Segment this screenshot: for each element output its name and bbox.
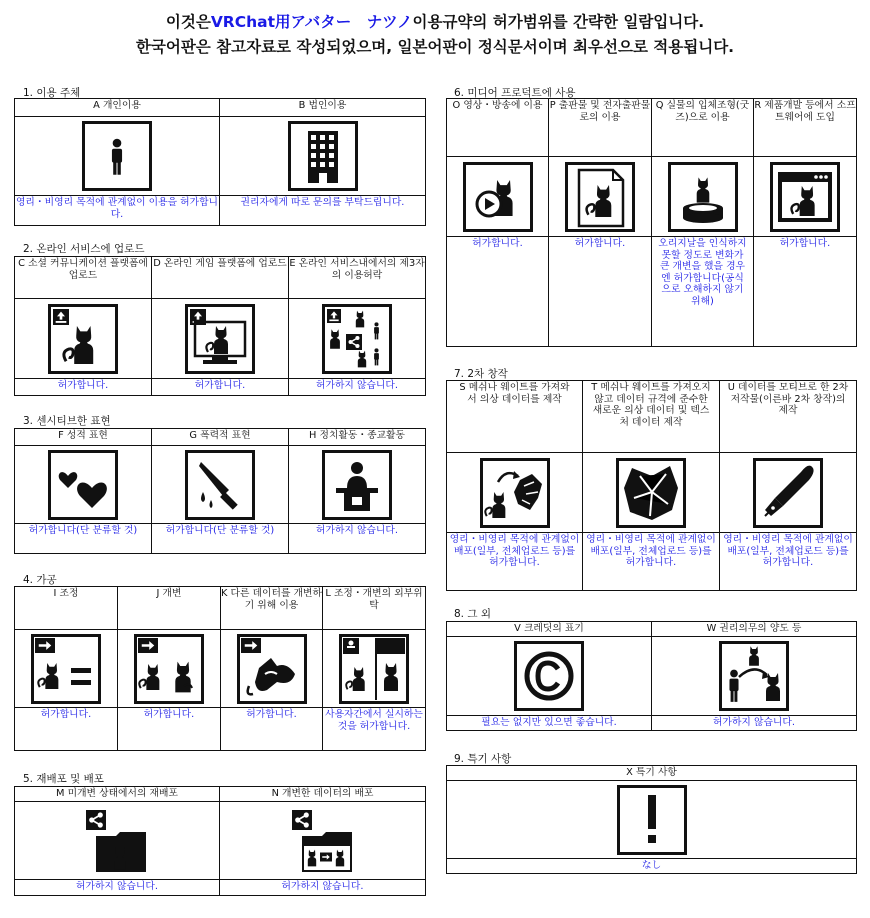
section-9-table (446, 765, 857, 874)
cell-result-q: 오리지날을 인식하지 못할 정도로 변화가 큰 개변을 했을 경우엔 허가합니다(공식으로 오해하지 않기 위해) (652, 237, 754, 347)
cell-result-g: 허가합니다(단 분류할 것) (152, 524, 289, 554)
cell-label-b: B 법인이용 (220, 99, 426, 117)
cell-label-g: G 폭력적 표현 (152, 429, 289, 446)
cell-result-x: なし (447, 859, 857, 874)
page-title-line2: 한국어판은 참고자료로 작성되었으며, 일본어판이 정식문서이며 최우선으로 적용됩니다. (135, 38, 735, 56)
publication-icon (549, 157, 652, 237)
section-5-table (14, 786, 426, 896)
new-clothes-icon (583, 453, 720, 533)
cell-label-v: V 크레딧의 표기 (447, 622, 652, 637)
section-8-table (446, 621, 857, 731)
section-title-9: 9. 특기 사항 (454, 753, 512, 765)
cell-result-j: 허가합니다. (118, 708, 221, 751)
figure-goods-icon (652, 157, 754, 237)
section-1-table (14, 98, 426, 226)
cell-result-e: 허가하지 않습니다. (289, 379, 426, 396)
cell-label-s: S 메쉬나 웨이트를 가져와서 의상 데이터를 제작 (447, 381, 583, 453)
section-7-table (446, 380, 857, 591)
outsource-icon (323, 630, 426, 708)
cell-label-p: P 출판물 및 전자출판물로의 이용 (549, 99, 652, 157)
cell-label-c: C 소셜 커뮤니케이션 플랫폼에 업로드 (15, 257, 152, 299)
section-title-2: 2. 온라인 서비스에 업로드 (23, 243, 145, 255)
mesh-to-clothes-icon (447, 453, 583, 533)
cell-result-s: 영리・비영리 목적에 관계없이 배포(일부, 전체업로드 등)를 허가합니다. (447, 533, 583, 591)
page-title-line1: 이것은VRChat用アバター ナツノ이용규약의 허가범위를 간략한 일람입니다. (165, 13, 705, 31)
distribute-modified-icon (220, 802, 426, 880)
section-3-table (14, 428, 426, 554)
section-6-table (446, 98, 857, 347)
cell-result-p: 허가합니다. (549, 237, 652, 347)
cell-label-l: L 조정・개변의 외부위탁 (323, 587, 426, 630)
cell-label-i: I 조정 (15, 587, 118, 630)
cell-result-a: 영리・비영리 목적에 관계없이 이용을 허가합니다. (15, 196, 220, 226)
share-third-party-icon (289, 299, 426, 379)
cell-result-d: 허가합니다. (152, 379, 289, 396)
cell-result-v: 필요는 없지만 있으면 좋습니다. (447, 716, 652, 731)
cell-label-k: K 다른 데이터를 개변하기 위해 이용 (221, 587, 323, 630)
cell-label-r: R 제품개발 등에서 소프트웨어에 도입 (754, 99, 857, 157)
video-icon (447, 157, 549, 237)
cell-result-f: 허가합니다(단 분류할 것) (15, 524, 152, 554)
section-title-5: 5. 재배포 및 배포 (23, 773, 104, 785)
cell-result-b: 권리자에게 따로 문의를 부탁드립니다. (220, 196, 426, 226)
cell-result-u: 영리・비영리 목적에 관계없이 배포(일부, 전체업로드 등)를 허가합니다. (720, 533, 857, 591)
cell-result-i: 허가합니다. (15, 708, 118, 751)
cell-result-w: 허가하지 않습니다. (652, 716, 857, 731)
person-icon (15, 117, 220, 196)
section-title-1: 1. 이용 주체 (23, 87, 81, 99)
cell-label-f: F 성적 표현 (15, 429, 152, 446)
transfer-rights-icon (652, 637, 857, 716)
cell-result-r: 허가합니다. (754, 237, 857, 347)
cell-label-e: E 온라인 서비스내에서의 제3자의 이용허락 (289, 257, 426, 299)
section-title-4: 4. 가공 (23, 574, 57, 586)
cell-result-o: 허가합니다. (447, 237, 549, 347)
software-window-icon (754, 157, 857, 237)
cell-label-u: U 데이터를 모티브로 한 2차 저작물(이른바 2차 창작)의 제작 (720, 381, 857, 453)
cell-result-k: 허가합니다. (221, 708, 323, 751)
redistribute-icon (15, 802, 220, 880)
cell-label-d: D 온라인 게임 플랫폼에 업로드 (152, 257, 289, 299)
cell-label-n: N 개변한 데이터의 배포 (220, 787, 426, 802)
section-title-6: 6. 미디어 프로덕트에 사용 (454, 87, 576, 99)
cell-label-w: W 권리의무의 양도 등 (652, 622, 857, 637)
cell-result-m: 허가하지 않습니다. (15, 880, 220, 896)
section-2-table (14, 256, 426, 396)
section-4-table (14, 586, 426, 751)
cell-result-t: 영리・비영리 목적에 관계없이 배포(일부, 전체업로드 등)를 허가합니다. (583, 533, 720, 591)
exclamation-icon (447, 781, 857, 859)
section-title-7: 7. 2차 창작 (454, 368, 508, 380)
cell-label-m: M 미개변 상태에서의 재배포 (15, 787, 220, 802)
section-title-8: 8. 그 외 (454, 608, 491, 620)
adjust-icon (15, 630, 118, 708)
office-building-icon (220, 117, 426, 196)
upload-avatar-icon (15, 299, 152, 379)
upload-game-icon (152, 299, 289, 379)
cell-result-n: 허가하지 않습니다. (220, 880, 426, 896)
cell-label-x: X 특기 사항 (447, 766, 857, 781)
fountain-pen-icon (720, 453, 857, 533)
section-title-3: 3. 센시티브한 표현 (23, 415, 111, 427)
cell-label-h: H 정치활동・종교활동 (289, 429, 426, 446)
cell-label-q: Q 실물의 입체조형(굿즈)으로 이용 (652, 99, 754, 157)
podium-speaker-icon (289, 446, 426, 524)
cell-result-c: 허가합니다. (15, 379, 152, 396)
cell-result-h: 허가하지 않습니다. (289, 524, 426, 554)
cell-label-a: A 개인이용 (15, 99, 220, 117)
use-for-other-icon (221, 630, 323, 708)
cell-result-l: 사용자간에서 실시하는 것을 허가합니다. (323, 708, 426, 751)
cell-label-t: T 메쉬나 웨이트를 가져오지 않고 데이터 규격에 준수한 새로운 의상 데이터 및 텍스처 데이터 제작 (583, 381, 720, 453)
copyright-icon (447, 637, 652, 716)
modify-icon (118, 630, 221, 708)
hearts-icon (15, 446, 152, 524)
knife-icon (152, 446, 289, 524)
cell-label-o: O 영상・방송에 이용 (447, 99, 549, 157)
cell-label-j: J 개변 (118, 587, 221, 630)
